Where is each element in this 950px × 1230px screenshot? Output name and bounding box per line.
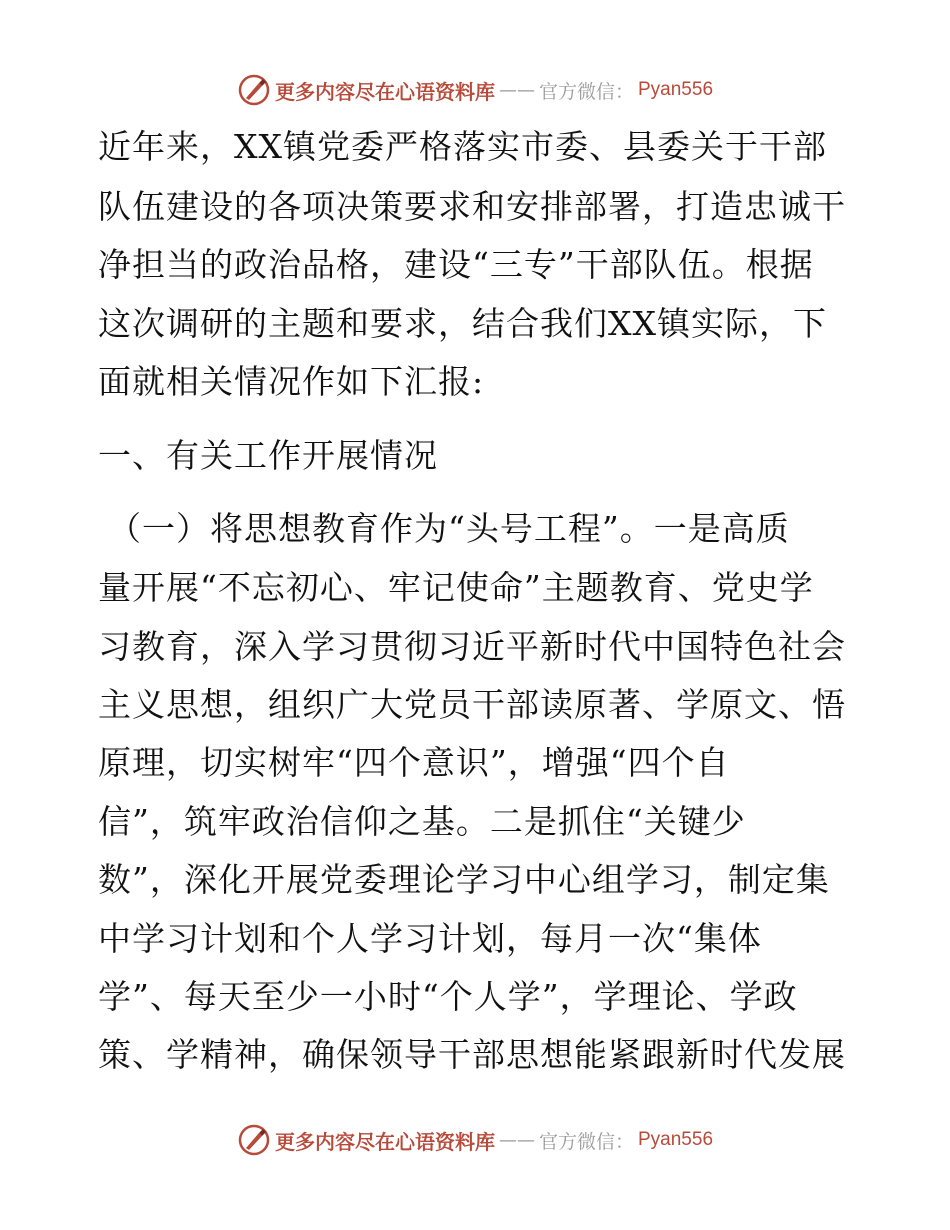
paragraph-line: 中学习计划和个人学习计划，每月一次“集体: [98, 919, 762, 958]
paragraph-line: 主义思想，组织广大党员干部读原著、学原文、悟: [98, 685, 846, 724]
paragraph-line: 数”，深化开展党委理论学习中心组学习，制定集: [98, 860, 830, 899]
paragraph-line: 习教育，深入学习贯彻习近平新时代中国特色社会: [98, 627, 846, 666]
paragraph-line: （一）将思想教育作为“头号工程”。一是高质: [108, 509, 790, 548]
watermark-account: Pyan556: [638, 1129, 714, 1150]
watermark-account: Pyan556: [638, 79, 714, 100]
paragraph-line: 净担当的政治品格，建设“三专”干部队伍。根据: [98, 245, 814, 284]
paragraph-line: 策、学精神，确保领导干部思想能紧跟新时代发展: [98, 1035, 846, 1074]
watermark-separator: ——: [498, 79, 535, 101]
paragraph-line: 量开展“不忘初心、牢记使命”主题教育、党史学: [98, 568, 814, 607]
paragraph-line: 原理，切实树牢“四个意识”，增强“四个自: [98, 743, 730, 782]
section-heading: 一、有关工作开展情况: [98, 436, 438, 475]
watermark-official-label: 官方微信：: [538, 80, 634, 103]
paragraph-line: 近年来，XX镇党委严格落实市委、县委关于干部: [98, 127, 827, 166]
pen-circle-logo-icon: [237, 1123, 271, 1157]
paragraph-line: 这次调研的主题和要求，结合我们XX镇实际，下: [98, 304, 827, 343]
watermark-official-label: 官方微信：: [538, 1130, 634, 1153]
pen-circle-logo-icon: [237, 73, 271, 107]
paragraph-line: 面就相关情况作如下汇报:: [98, 362, 485, 401]
watermark-brand: 更多内容尽在心语资料库: [274, 1129, 495, 1154]
paragraph-line: 信”，筑牢政治信仰之基。二是抓住“关键少: [98, 802, 746, 841]
header-watermark: [0, 70, 950, 110]
footer-watermark: [0, 1120, 950, 1160]
watermark-separator: ——: [498, 1129, 535, 1151]
paragraph-line: 学”、每天至少一小时“个人学”，学理论、学政: [98, 977, 798, 1016]
watermark-brand: 更多内容尽在心语资料库: [274, 79, 495, 104]
paragraph-line: 队伍建设的各项决策要求和安排部署，打造忠诚干: [98, 187, 846, 226]
